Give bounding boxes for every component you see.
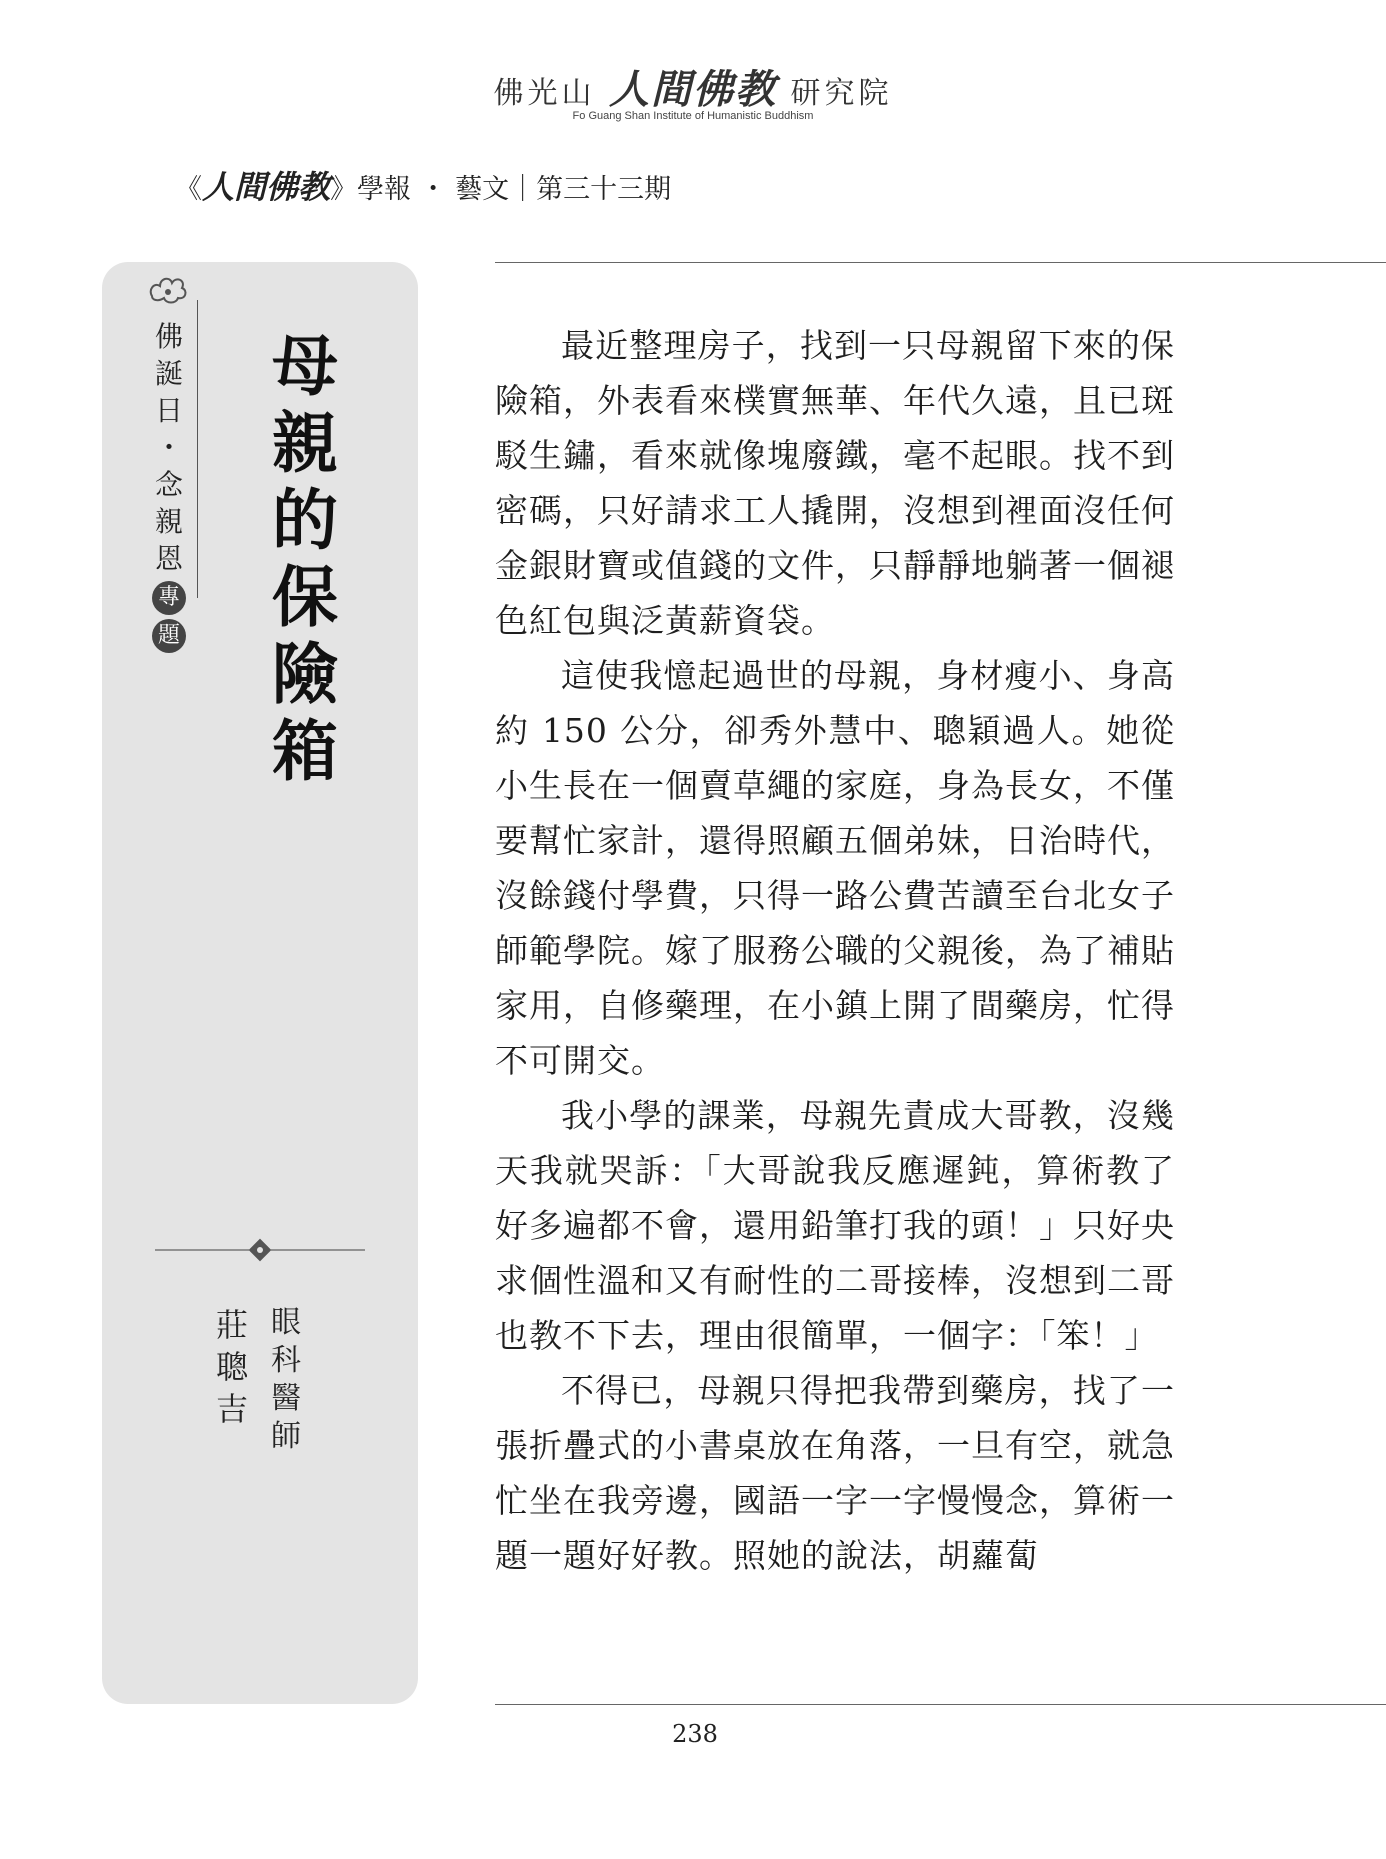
section-char: 恩: [154, 542, 183, 575]
title-char: 母: [272, 327, 338, 405]
author-role: [266, 1304, 306, 1456]
role-char: 科: [271, 1343, 301, 1378]
section-char: 誕: [154, 357, 183, 390]
cloud-ornament-icon: [146, 270, 190, 310]
title-char: 的: [272, 481, 338, 559]
institute-subtitle: Fo Guang Shan Institute of Humanistic Buddhism: [572, 110, 814, 122]
brand-right: 研究院: [790, 76, 893, 111]
article-paragraph: 最近整理房子，找到一只母親留下來的保險箱，外表看來樸實無華、年代久遠，且已斑駁生鏽，看來就像塊廢鐵，毫不起眼。找不到密碼，只好請求工人撬開，沒想到裡面沒任何金銀財寶或值錢的文件，只靜靜地躺著一個褪色紅包與泛黃薪資袋。: [495, 326, 1175, 640]
title-char: 保: [272, 558, 338, 636]
author-name: [210, 1304, 254, 1430]
name-char: 聰: [215, 1348, 248, 1386]
brand-left: 佛光山: [493, 76, 596, 111]
special-topic-badge: 專: [152, 581, 186, 615]
title-char: 箱: [272, 712, 338, 790]
article-paragraph: 我小學的課業，母親先責成大哥教，沒幾天我就哭訴：「大哥說我反應遲鈍，算術教了好多遍都不會，還用鉛筆打我的頭！」只好央求個性溫和又有耐性的二哥接棒，沒想到二哥也教不下去，理由很簡單，一個字：「笨！」: [495, 1096, 1175, 1355]
article-title: [265, 328, 345, 790]
section-char: 日: [154, 394, 183, 427]
title-char: 險: [272, 635, 338, 713]
article-paragraph: 不得已，母親只得把我帶到藥房，找了一張折疊式的小書桌放在角落，一旦有空，就急忙坐在我旁邊，國語一字一字慢慢念，算術一題一題好好教。照她的說法，胡蘿蔔: [495, 1371, 1175, 1575]
article-body: [495, 318, 1175, 1583]
section-label: [149, 318, 189, 653]
article-paragraph: 這使我憶起過世的母親，身材瘦小、身高約 150 公分，卻秀外慧中、聰穎過人。她從小生長在一個賣草繩的家庭，身為長女，不僅要幫忙家計，還得照顧五個弟妹，日治時代，沒餘錢付學費，只得一路公費苦讀至台北女子師範學院。嫁了服務公職的父親後，為了補貼家用，自修藥理，在小鎮上開了間藥房，忙得不可開交。: [495, 656, 1175, 1080]
section-char: 親: [154, 505, 183, 538]
title-char: 親: [272, 404, 338, 482]
top-rule: [495, 262, 1386, 263]
page-number: 238: [672, 1720, 718, 1748]
journal-rest: 》學報 ・ 藝文｜第三十三期: [330, 174, 672, 205]
bottom-rule: [495, 1704, 1386, 1705]
institute-header: [0, 58, 1386, 115]
name-char: 莊: [215, 1306, 248, 1344]
role-char: 醫: [271, 1381, 301, 1416]
brand-script: 人間佛教: [609, 66, 777, 113]
special-topic-badge: 題: [152, 619, 186, 653]
journal-script: 人間佛教: [202, 168, 331, 206]
section-char: 佛: [154, 320, 183, 353]
section-divider: [197, 300, 198, 598]
role-char: 眼: [271, 1305, 301, 1340]
diamond-divider-icon: [155, 1238, 365, 1262]
journal-title: [175, 162, 671, 208]
name-char: 吉: [215, 1390, 248, 1428]
journal-open-bracket: 《: [175, 174, 202, 205]
section-char: 念: [154, 468, 183, 501]
section-char: ・: [154, 431, 183, 464]
role-char: 師: [271, 1419, 301, 1454]
